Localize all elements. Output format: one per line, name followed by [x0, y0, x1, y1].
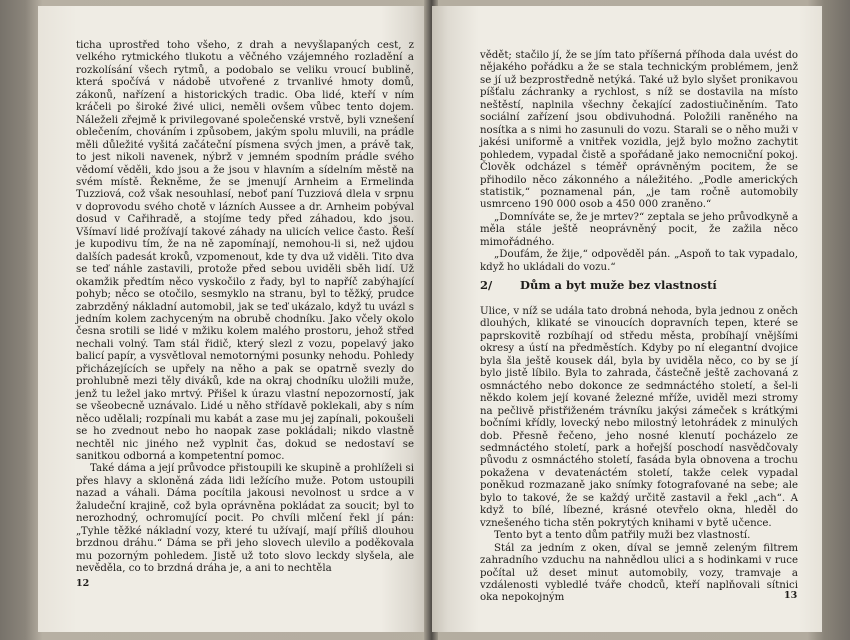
page-number: 12: [76, 578, 90, 589]
paragraph: vědět; stačilo jí, že se jím tato příšerná příhoda dala uvést do nějakého pořádku a že se stala technickým problémem, jenž se jí už bezprostředně netýká. Také už bylo slyšet pronikavou píšťalu záchranky a rychlost, s níž se dostavila na místo neštěstí, naplnila všechny čekající zadostiučiněním. Tato sociální zařízení jsou obdivuhodná. Položili raněného na nosítka a s nimi ho zasunuli do vozu. Starali se o něho muži v jakési uniformě a vnitřek vozidla, jejž bylo možno zachytit pohledem, vypadal čistě a spořádaně jako nemocniční pokoj. Člověk odcházel s téměř oprávněným pocitem, že se přihodilo něco zákonného a náležitého. „Podle amerických statistik,“ poznamenal pán, „je tam ročně automobily usmrceno 190 000 osob a 450 000 zraněno.“: [480, 50, 798, 211]
left-page-text: [76, 40, 414, 575]
paragraph: ticha uprostřed toho všeho, z drah a nevyšlapaných cest, z velkého rytmického tlukotu a věčného vzájemného rozladění a rozkolísání všech rytmů, a podobalo se veliku vroucí bublině, která spočívá v nádobě utvořené z trvanlivé hmoty domů, zákonů, nařízení a historických tradic. Oba lidé, kteří v ním kráčeli po široké živé ulici, neměli ovšem vůbec tento dojem. Náleželi zřejmě k privilegované společenské vrstvě, byli vznešení oblečením, chováním i způsobem, jakým spolu mluvili, na prádle měli důležité vyšitá začáteční písmena svých jmen, a právě tak, to jest nikoli navenek, nýbrž v jemném spodním prádle svého vědomí věděli, kdo jsou a že jsou v hlavním a sídelním městě na svém místě. Řekněme, že se jmenují Arnheim a Ermelinda Tuzziová, což však nesouhlasí, neboť paní Tuzziová dlela v srpnu v doprovodu svého chotě v lázních Aussee a dr. Arnheim pobýval dosud v Cařihradě, a stojíme tedy před záhadou, kdo jsou. Všímaví lidé prožívají takové záhady na ulicích velice často. Řeší je kupodivu tím, že na ně zapomínají, nemohou-li si, než ujdou dalších padesát kroků, vzpomenout, kde ty dva už viděli. Tito dva se teď náhle zastavili, protože před sebou uviděli sběh lidí. Už okamžik předtím něco vyskočilo z řady, byl to napříč zabýhající pohyb; něco se otočilo, sesmyklo na stranu, byl to těžký, prudce zabrzděný nákladní automobil, jak se teď ukázalo, když tu uvázl s jedním kolem zachyceným na obrubě chodníku. Jako včely okolo česna srotili se lidé v mžiku kolem malého prostoru, jehož střed nechali volný. Tam stál řidič, který slezl z vozu, popelavý jako balicí papír, a vysvětloval nemotornými posunky nehodu. Pohledy přicházejících se upřely na něho a pak se opatrně svezly do prohlubně mezi těly diváků, kde na okraj chodníku uložili muže, jenž tu ležel jako mrtvý. Přišel k úrazu vlastní nepozorností, jak se všeobecně uznávalo. Lidé u něho střídavě poklekali, aby s ním něco udělali; rozpínali mu kabát a zase mu jej zapínali, pokoušeli se ho zvednout nebo ho naopak zase pokládali; nikdo vlastně nechtěl nic jiného než vyplnit čas, dokud se nedostaví se sanitkou odborná a kompetentní pomoc.: [76, 40, 414, 462]
paragraph: Také dáma a její průvodce přistoupili ke skupině a prohlíželi si přes hlavy a skloněná záda lidi ležícího muže. Potom ustoupili nazad a váhali. Dáma pocítila jakousi nevolnost u srdce a v žaludeční krajině, což byla oprávněna pokládat za soucit; byl to nerozhodný, ochromující pocit. Po chvíli mlčení řekl jí pán: „Tyhle těžké nákladní vozy, které tu užívají, mají příliš dlouhou brzdnou dráhu.“ Dáma se při jeho slovech ulevilo a poděkovala mu pozorným pohledem. Jistě už toto slovo leckdy slyšela, ale nevěděla, co to brzdná dráha je, a ani to nechtěla: [76, 463, 414, 575]
chapter-number: 2/: [480, 278, 493, 292]
chapter-title: Dům a byt muže bez vlastností: [520, 278, 717, 292]
paragraph: „Doufám, že žije,“ odpověděl pán. „Aspoň to tak vypadalo, když ho ukládali do vozu.“: [480, 249, 798, 273]
paragraph: Tento byt a tento dům patřily muži bez vlastností.: [494, 530, 751, 542]
right-page-top-text: [480, 50, 798, 274]
left-page: [38, 6, 428, 632]
paragraph: „Domníváte se, že je mrtev?“ zeptala se jeho průvodkyně a měla stále ještě neoprávněný pocit, že zažila něco mimořádného.: [480, 211, 798, 248]
paragraph: Stál za jedním z oken, díval se jemně zeleným filtrem zahradního vzduchu na nahnědlou ulici a s hodinkami v ruce počítal už deset minut automobily, vozy, tramvaje a vzdálenosti vybledlé tváře chodců, kteří naplňovali sítnici oka nepokojným: [480, 542, 798, 604]
right-page: [432, 6, 822, 632]
right-page-bottom-text: [480, 306, 798, 605]
page-number: 13: [784, 590, 798, 601]
paragraph: Ulice, v níž se udála tato drobná nehoda, byla jednou z oněch dlouhých, klikaté se vinoucích dopravních tepen, které se paprskovitě rozbíhají od středu města, probíhají vnějšími okresy a ústí na předměstích. Kdyby po ní elegantní dvojice byla šla ještě kousek dál, byla by uviděla něco, co by se jí bylo jistě líbilo. Byla to zahrada, částečně ještě zachovaná z osmnáctého nebo dokonce ze sedmnáctého století, a šel-li někdo kolem její kované železné mříže, uviděl mezi stromy na pečlivě přistřiženém trávníku jakýsi zámeček s krátkými bočními křídly, lovecký nebo milostný letohrádek z minulých dob. Přesně řečeno, jeho nosné klenutí pocházelo ze sedmnáctého století, park a hořejší poschodí nasvědčovaly původu z osmnáctého století, fasáda byla obnovena a trochu pokažena v devatenáctém století, takže celek vypadal poněkud rozmazaně jako snímky fotografované na sebe; ale bylo to takové, že se každý určitě zastavil a řekl „ach“. A když to bílé, líbezné, krásné otevřelo okna, hleděl do vznešeného ticha stěn pokrytých knihami v bytě učence.: [480, 306, 798, 529]
